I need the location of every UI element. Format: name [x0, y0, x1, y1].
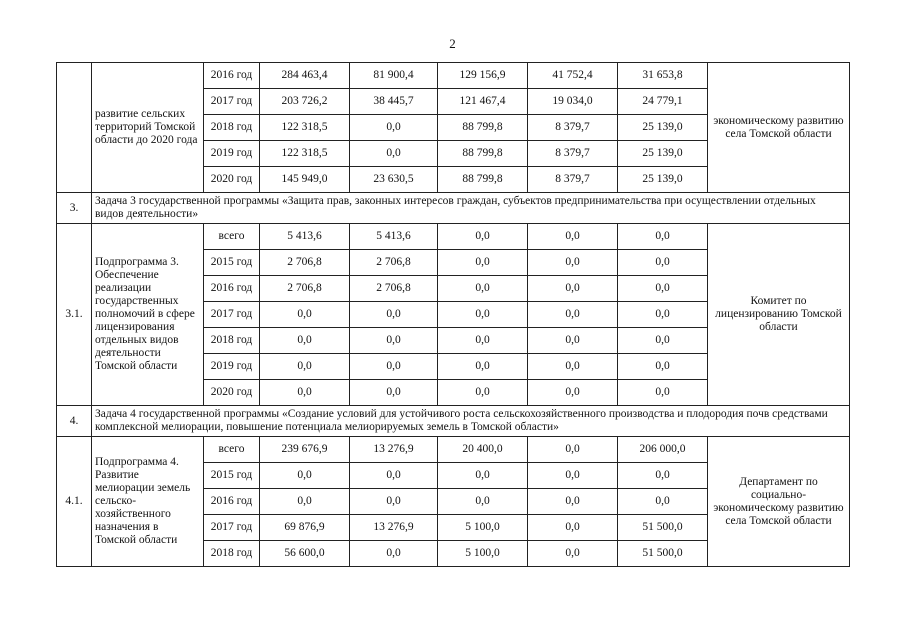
table-row — [57, 437, 850, 463]
value-cell: 13 276,9 — [350, 515, 438, 541]
value-cell: 2 706,8 — [350, 276, 438, 302]
task-row — [57, 406, 850, 437]
year-cell: 2015 год — [204, 250, 260, 276]
task-text-cell: Задача 4 государственной программы «Создание условий для устойчивого роста сельскохозяйственного производства и плодородия почв средствами комплексной мелиорации, повышение потенциала мелиорируемых земель в Томской области» — [92, 406, 850, 437]
value-cell: 25 139,0 — [618, 167, 708, 193]
value-cell: 145 949,0 — [260, 167, 350, 193]
task-number-cell: 4. — [57, 406, 92, 437]
year-cell: всего — [204, 224, 260, 250]
value-cell: 13 276,9 — [350, 437, 438, 463]
value-cell: 0,0 — [528, 276, 618, 302]
table-row — [57, 224, 850, 250]
value-cell: 0,0 — [618, 463, 708, 489]
executor-cell: экономическому развитию села Томской области — [708, 63, 850, 193]
value-cell: 0,0 — [618, 224, 708, 250]
value-cell: 0,0 — [528, 380, 618, 406]
year-cell: 2016 год — [204, 63, 260, 89]
value-cell: 23 630,5 — [350, 167, 438, 193]
value-cell: 0,0 — [260, 302, 350, 328]
page-number: 2 — [449, 36, 456, 51]
year-cell: 2018 год — [204, 541, 260, 567]
value-cell: 0,0 — [618, 328, 708, 354]
value-cell: 19 034,0 — [528, 89, 618, 115]
value-cell: 122 318,5 — [260, 141, 350, 167]
value-cell: 0,0 — [528, 515, 618, 541]
value-cell: 0,0 — [260, 380, 350, 406]
task-row — [57, 193, 850, 224]
value-cell: 0,0 — [260, 328, 350, 354]
value-cell: 0,0 — [618, 489, 708, 515]
value-cell: 0,0 — [528, 354, 618, 380]
value-cell: 239 676,9 — [260, 437, 350, 463]
value-cell: 0,0 — [618, 276, 708, 302]
value-cell: 88 799,8 — [438, 167, 528, 193]
year-cell: 2020 год — [204, 167, 260, 193]
task-number-cell: 3. — [57, 193, 92, 224]
value-cell: 88 799,8 — [438, 115, 528, 141]
year-cell: 2015 год — [204, 463, 260, 489]
year-cell: 2018 год — [204, 115, 260, 141]
table-row — [57, 63, 850, 89]
value-cell: 0,0 — [260, 463, 350, 489]
executor-cell: Департамент по социально-экономическому развитию села Томской области — [708, 437, 850, 567]
value-cell: 0,0 — [528, 437, 618, 463]
value-cell: 51 500,0 — [618, 515, 708, 541]
value-cell: 0,0 — [528, 541, 618, 567]
value-cell: 2 706,8 — [260, 250, 350, 276]
value-cell: 0,0 — [350, 380, 438, 406]
program-name-cell: развитие сельских территорий Томской области до 2020 года — [92, 63, 204, 193]
value-cell: 0,0 — [438, 276, 528, 302]
value-cell: 0,0 — [528, 463, 618, 489]
value-cell: 41 752,4 — [528, 63, 618, 89]
value-cell: 69 876,9 — [260, 515, 350, 541]
value-cell: 0,0 — [350, 328, 438, 354]
value-cell: 51 500,0 — [618, 541, 708, 567]
year-cell: 2019 год — [204, 141, 260, 167]
row-number-cell: 3.1. — [57, 224, 92, 406]
value-cell: 24 779,1 — [618, 89, 708, 115]
value-cell: 0,0 — [438, 380, 528, 406]
value-cell: 0,0 — [618, 354, 708, 380]
value-cell: 0,0 — [350, 541, 438, 567]
year-cell: 2017 год — [204, 302, 260, 328]
value-cell: 0,0 — [528, 302, 618, 328]
value-cell: 0,0 — [350, 463, 438, 489]
value-cell: 8 379,7 — [528, 141, 618, 167]
value-cell: 8 379,7 — [528, 115, 618, 141]
value-cell: 0,0 — [528, 328, 618, 354]
program-name-cell: Подпрограмма 3. Обеспечение реализации государственных полномочий в сфере лицензирования отдельных видов деятельности Томской области — [92, 224, 204, 406]
value-cell: 0,0 — [350, 354, 438, 380]
value-cell: 0,0 — [438, 328, 528, 354]
value-cell: 2 706,8 — [260, 276, 350, 302]
value-cell: 5 413,6 — [260, 224, 350, 250]
value-cell: 0,0 — [528, 489, 618, 515]
value-cell: 0,0 — [438, 354, 528, 380]
value-cell: 8 379,7 — [528, 167, 618, 193]
value-cell: 0,0 — [350, 302, 438, 328]
year-cell: 2016 год — [204, 489, 260, 515]
value-cell: 0,0 — [260, 489, 350, 515]
value-cell: 203 726,2 — [260, 89, 350, 115]
value-cell: 2 706,8 — [350, 250, 438, 276]
value-cell: 88 799,8 — [438, 141, 528, 167]
year-cell: 2020 год — [204, 380, 260, 406]
value-cell: 56 600,0 — [260, 541, 350, 567]
value-cell: 0,0 — [350, 141, 438, 167]
value-cell: 0,0 — [528, 250, 618, 276]
value-cell: 81 900,4 — [350, 63, 438, 89]
value-cell: 5 100,0 — [438, 541, 528, 567]
year-cell: 2017 год — [204, 515, 260, 541]
value-cell: 129 156,9 — [438, 63, 528, 89]
value-cell: 0,0 — [350, 115, 438, 141]
year-cell: 2018 год — [204, 328, 260, 354]
executor-cell: Комитет по лицензированию Томской области — [708, 224, 850, 406]
year-cell: всего — [204, 437, 260, 463]
value-cell: 25 139,0 — [618, 115, 708, 141]
value-cell: 122 318,5 — [260, 115, 350, 141]
value-cell: 0,0 — [438, 224, 528, 250]
value-cell: 31 653,8 — [618, 63, 708, 89]
value-cell: 5 413,6 — [350, 224, 438, 250]
task-text-cell: Задача 3 государственной программы «Защита прав, законных интересов граждан, субъектов предпринимательства при осуществлении отдельных видов деятельности» — [92, 193, 850, 224]
value-cell: 0,0 — [438, 489, 528, 515]
value-cell: 38 445,7 — [350, 89, 438, 115]
table-body — [57, 63, 850, 567]
year-cell: 2019 год — [204, 354, 260, 380]
value-cell: 25 139,0 — [618, 141, 708, 167]
value-cell: 0,0 — [260, 354, 350, 380]
row-number-cell — [57, 63, 92, 193]
value-cell: 284 463,4 — [260, 63, 350, 89]
value-cell: 121 467,4 — [438, 89, 528, 115]
row-number-cell: 4.1. — [57, 437, 92, 567]
value-cell: 0,0 — [438, 463, 528, 489]
value-cell: 20 400,0 — [438, 437, 528, 463]
year-cell: 2017 год — [204, 89, 260, 115]
value-cell: 0,0 — [438, 302, 528, 328]
value-cell: 0,0 — [618, 250, 708, 276]
value-cell: 5 100,0 — [438, 515, 528, 541]
year-cell: 2016 год — [204, 276, 260, 302]
value-cell: 0,0 — [618, 302, 708, 328]
value-cell: 206 000,0 — [618, 437, 708, 463]
program-name-cell: Подпрограмма 4. Развитие мелиорации земель сельско-хозяйственного назначения в Томской области — [92, 437, 204, 567]
value-cell: 0,0 — [350, 489, 438, 515]
value-cell: 0,0 — [618, 380, 708, 406]
value-cell: 0,0 — [528, 224, 618, 250]
value-cell: 0,0 — [438, 250, 528, 276]
budget-table — [56, 62, 850, 567]
